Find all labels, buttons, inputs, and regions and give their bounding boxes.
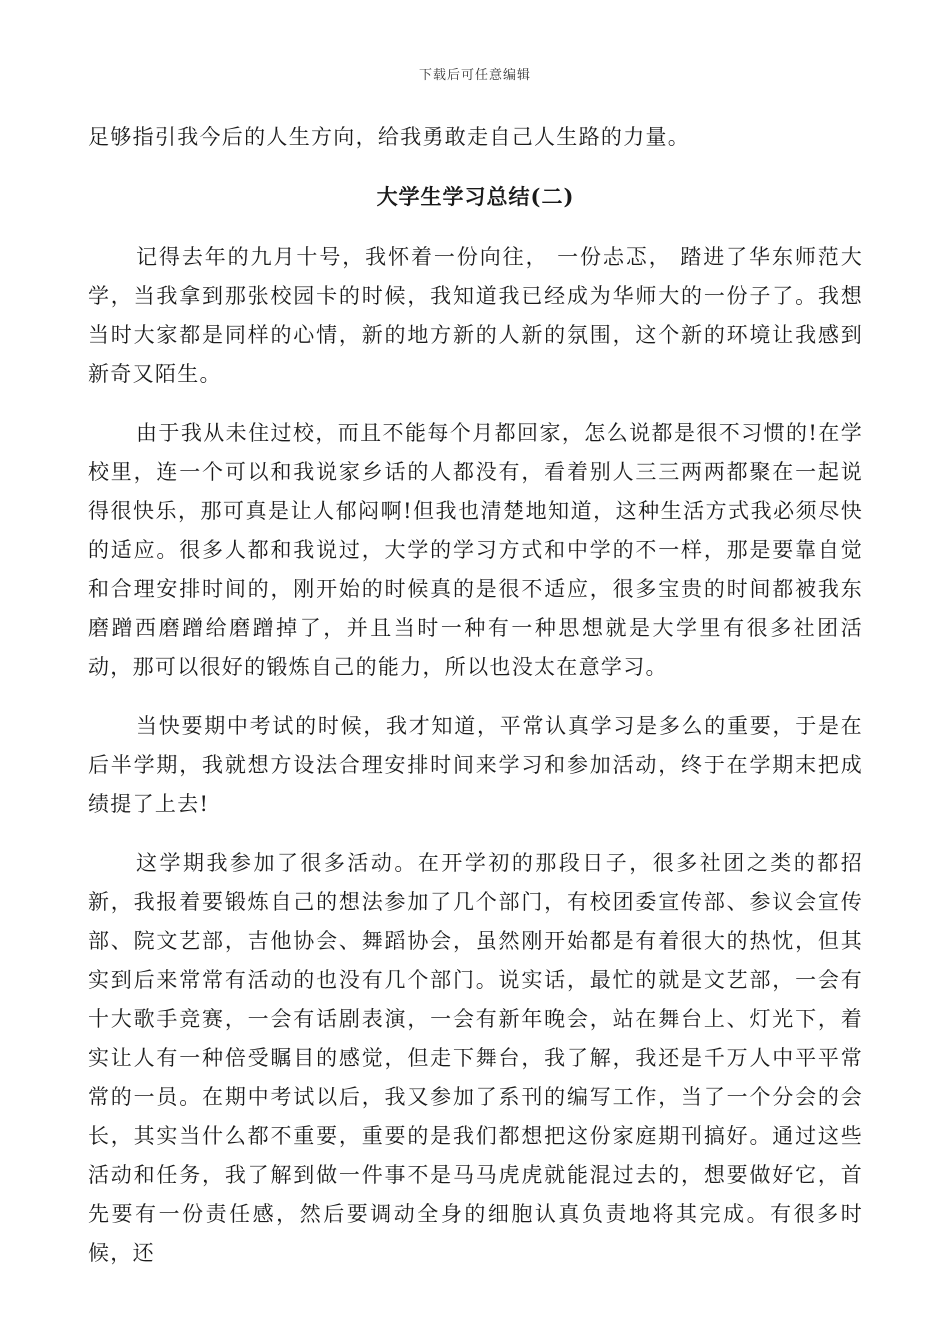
paragraph-4: 这学期我参加了很多活动。在开学初的那段日子，很多社团之类的都招新，我报着要锻炼自己的想法参加了几个部门，有校团委宣传部、参议会宣传部、院文艺部，吉他协会、舞蹈协会，虽然刚开始都是有着很大的热忱，但其实到后来常常有活动的也没有几个部门。说实话，最忙的就是文艺部，一会有十大歌手竞赛，一会有话剧表演，一会有新年晚会，站在舞台上、灯光下，着实让人有一种倍受瞩目的感觉，但走下舞台，我了解，我还是千万人中平平常常的一员。在期中考试以后，我又参加了系刊的编写工作，当了一个分会的会长，其实当什么都不重要，重要的是我们都想把这份家庭期刊搞好。通过这些活动和任务，我了解到做一件事不是马马虎虎就能混过去的，想要做好它，首先要有一份责任感，然后要调动全身的细胞认真负责地将其完成。有很多时候，还 — [88, 851, 863, 1265]
paragraph-3: 当快要期中考试的时候，我才知道，平常认真学习是多么的重要，于是在后半学期，我就想方设法合理安排时间来学习和参加活动，终于在学期末把成绩提了上去! — [88, 714, 863, 816]
lead-paragraph: 足够指引我今后的人生方向，给我勇敢走自己人生路的力量。 — [88, 125, 691, 149]
section-title: 大学生学习总结(二) — [376, 184, 575, 209]
paragraph-2: 由于我从未住过校，而且不能每个月都回家，怎么说都是很不习惯的!在学校里，连一个可以和我说家乡话的人都没有，看着别人三三两两都聚在一起说得很快乐，那可真是让人郁闷啊!但我也清楚地知道，这种生活方式我必须尽快的适应。很多人都和我说过，大学的学习方式和中学的不一样，那是要靠自觉和合理安排时间的，刚开始的时候真的是很不适应，很多宝贵的时间都被我东磨蹭西磨蹭给磨蹭掉了，并且当时一种有一种思想就是大学里有很多社团活动，那可以很好的锻炼自己的能力，所以也没太在意学习。 — [88, 421, 863, 679]
paragraph-1: 记得去年的九月十号，我怀着一份向往， 一份忐忑， 踏进了华东师范大学，当我拿到那张校园卡的时候，我知道我已经成为华师大的一份子了。我想当时大家都是同样的心情，新的地方新的人新的氛围，这个新的环境让我感到新奇又陌生。 — [88, 245, 863, 386]
header-note: 下载后可任意编辑 — [418, 68, 531, 83]
document-body — [88, 118, 863, 1293]
